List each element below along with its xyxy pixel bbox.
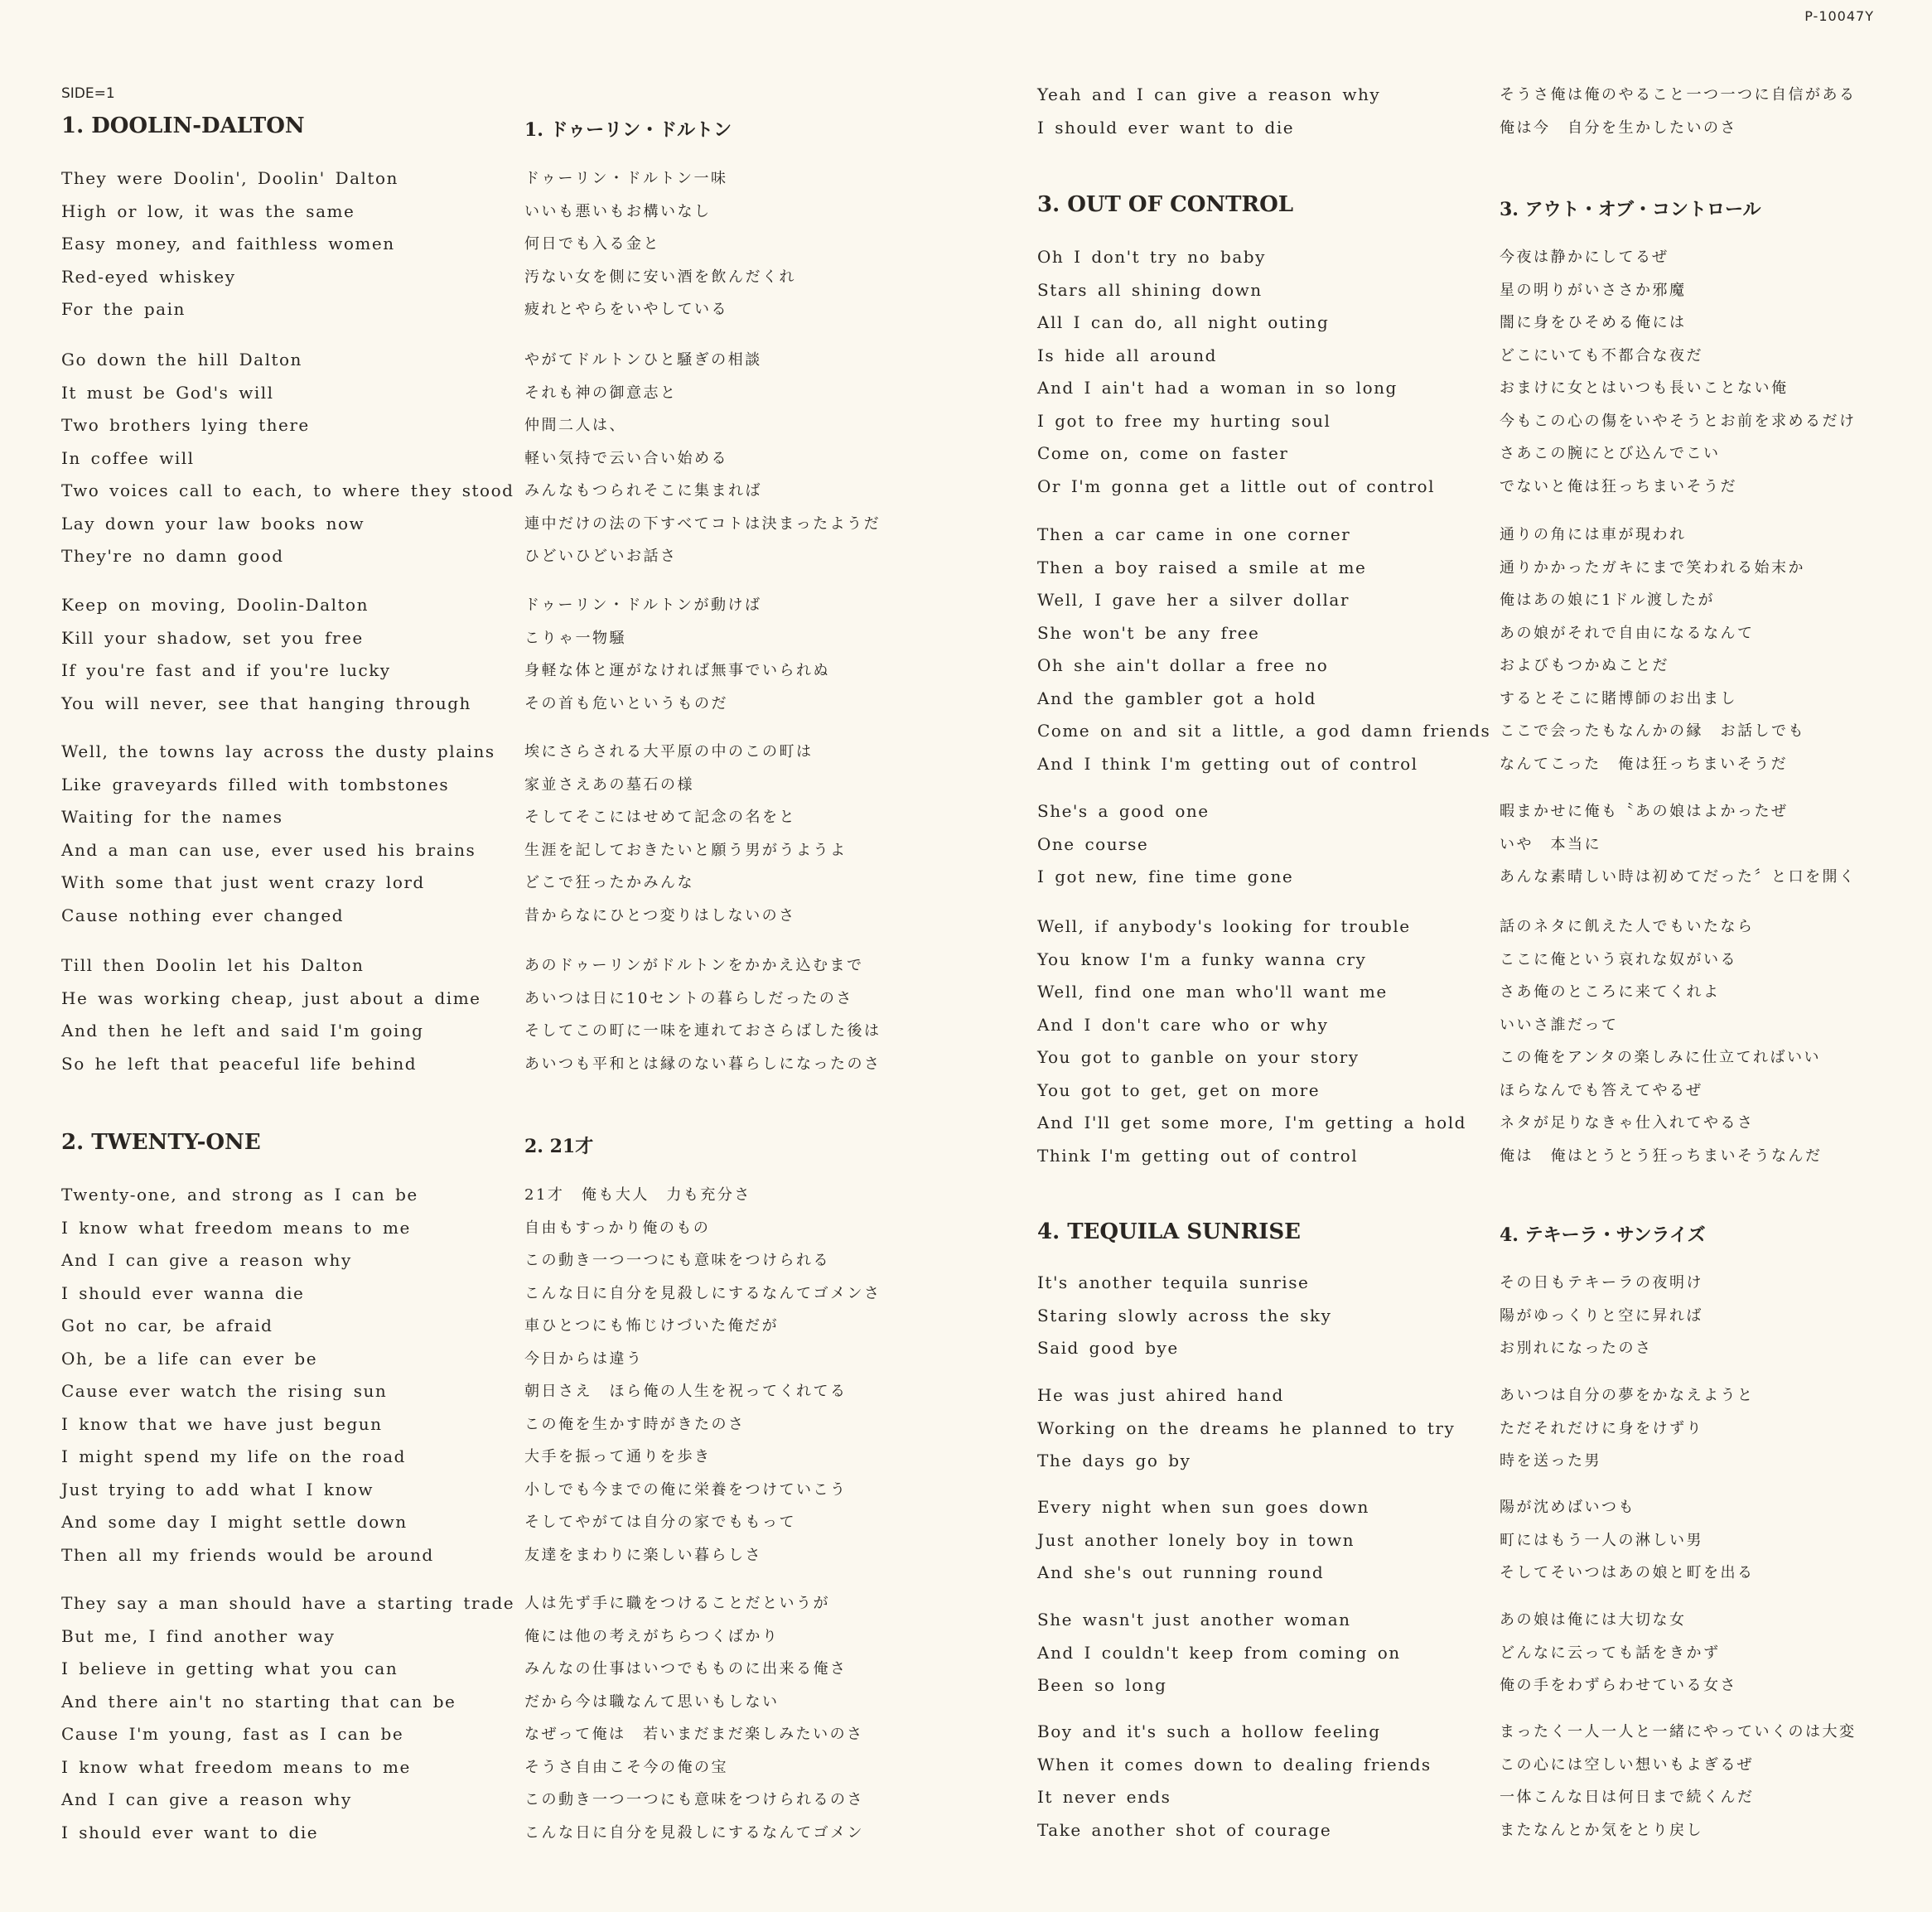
lyric-line: And I couldn't keep from coming on xyxy=(1037,1642,1401,1663)
lyric-line: こりゃ一物騒 xyxy=(524,629,626,647)
lyric-line: 連中だけの法の下すべてコトは決まったようだ xyxy=(524,514,881,533)
stanza xyxy=(1500,1716,1857,1847)
lyric-line: あの娘がそれで自由になるなんて xyxy=(1500,624,1755,642)
lyric-line: そしてやがては自分の家でももって xyxy=(524,1514,796,1531)
lyric-line: 軽い気持で云い合い始める xyxy=(524,449,728,467)
stanza xyxy=(61,344,514,573)
lyric-line: I believe in getting what you can xyxy=(61,1659,398,1678)
lyric-line: Boy and it's such a hollow feeling xyxy=(1037,1721,1381,1741)
lyric-line: For the pain xyxy=(61,299,186,319)
lyric-line: ここで会ったもなんかの縁 お話しでも xyxy=(1500,722,1805,740)
lyric-line: And I can give a reason why xyxy=(61,1789,352,1809)
lyric-line: 友達をまわりに楽しい暮らしさ xyxy=(524,1546,762,1564)
lyric-line: この動き一つ一つにも意味をつけられるのさ xyxy=(524,1791,864,1808)
lyric-line: どこにいても不都合な夜だ xyxy=(1500,346,1703,365)
lyric-line: Cause ever watch the rising sun xyxy=(61,1381,388,1401)
lyric-line: I got to free my hurting soul xyxy=(1037,410,1331,431)
lyric-line: それも神の御意志と xyxy=(524,384,678,402)
lyric-line: ドゥーリン・ドルトンが動けば xyxy=(524,596,762,614)
lyric-line: You got to get, get on more xyxy=(1037,1079,1321,1100)
lyric-line: 通りの角には車が現われ xyxy=(1500,526,1687,543)
stanza xyxy=(524,1179,881,1572)
lyric-line: 暇まかせに俺も〝あの娘はよかったぜ xyxy=(1500,803,1789,820)
lyric-line: Two voices call to each, to where they stood xyxy=(61,480,514,500)
lyric-line: Two brothers lying there xyxy=(61,415,310,435)
lyric-line: And I ain't had a woman in so long xyxy=(1037,378,1398,398)
lyric-line: こんな日に自分を見殺しにするなんてゴメンさ xyxy=(524,1284,881,1302)
stanza xyxy=(1037,1716,1432,1847)
lyric-line: 今日からは違う xyxy=(524,1350,644,1368)
lyric-line: ただそれだけに身をけずり xyxy=(1500,1419,1703,1437)
lyric-line: どこで狂ったかみんな xyxy=(524,874,694,891)
lyric-line: さあ俺のところに来てくれよ xyxy=(1500,983,1721,1001)
stanza xyxy=(61,736,495,932)
lyric-line: 自由もすっかり俺のもの xyxy=(524,1219,711,1237)
stanza xyxy=(1500,795,1857,894)
lyric-line: I know that we have just begun xyxy=(61,1413,383,1434)
lyric-line: この動き一つ一つにも意味をつけられる xyxy=(524,1252,830,1269)
lyric-line: If you're fast and if you're lucky xyxy=(61,660,391,680)
lyric-line: Oh I don't try no baby xyxy=(1037,247,1266,267)
lyric-line: Like graveyards filled with tombstones xyxy=(61,774,450,794)
lyric-line: ほらなんでも答えてやるぜ xyxy=(1500,1081,1703,1099)
lyric-line: 一体こんな日は何日まで続くんだ xyxy=(1500,1789,1755,1806)
stanza xyxy=(1500,1379,1755,1478)
lyric-line: 21才 俺も大人 力も充分さ xyxy=(524,1186,751,1204)
lyric-line: Well, if anybody's looking for trouble xyxy=(1037,916,1411,936)
lyric-line: He was just ahired hand xyxy=(1037,1385,1284,1405)
lyric-line: 埃にさらされる大平原の中のこの町は xyxy=(524,743,814,760)
lyric-line: ネタが足りなきゃ仕入れてやるさ xyxy=(1500,1114,1755,1132)
lyric-line: Come on, come on faster xyxy=(1037,443,1289,463)
lyric-line: In coffee will xyxy=(61,447,195,468)
lyric-line: そしてそいつはあの娘と町を出る xyxy=(1500,1564,1755,1581)
lyric-line: いいさ誰だって xyxy=(1500,1016,1619,1034)
lyric-line: It's another tequila sunrise xyxy=(1037,1272,1310,1292)
lyric-line: Oh, be a life can ever be xyxy=(61,1348,318,1369)
lyric-line: Go down the hill Dalton xyxy=(61,350,302,369)
lyric-line: みんなの仕事はいつでもものに出来る俺さ xyxy=(524,1660,848,1678)
lyric-line: One course xyxy=(1037,833,1149,854)
stanza xyxy=(1500,1491,1755,1590)
lyric-line: 昔からなにひとつ変りはしないのさ xyxy=(524,906,796,925)
lyric-line: そうさ俺は俺のやること一つ一つに自信がある xyxy=(1500,86,1857,104)
lyric-line: 話のネタに飢えた人でもいたなら xyxy=(1500,918,1755,935)
lyric-line: It never ends xyxy=(1037,1787,1171,1807)
stanza xyxy=(524,344,881,573)
stanza xyxy=(1037,1379,1455,1478)
lyric-line: And I can give a reason why xyxy=(61,1250,352,1270)
lyric-line: ここに俺という哀れな奴がいる xyxy=(1500,950,1737,968)
lyric-line: あいつも平和とは縁のない暮らしになったのさ xyxy=(524,1055,881,1073)
lyric-line: 身軽な体と運がなければ無事でいられぬ xyxy=(524,662,830,679)
lyric-line: They say a man should have a starting trade xyxy=(61,1593,515,1613)
lyric-line: When it comes down to dealing friends xyxy=(1037,1754,1432,1774)
lyric-line: 町にはもう一人の淋しい男 xyxy=(1500,1531,1703,1549)
lyric-line: 通りかかったガキにまで笑われる始末か xyxy=(1500,558,1805,577)
lyric-line: 闇に身をひそめる俺には xyxy=(1500,314,1687,331)
stanza xyxy=(1037,79,1380,144)
stanza xyxy=(1500,79,1857,144)
lyric-line: またなんとか気をとり戻し xyxy=(1500,1821,1703,1839)
lyric-line: その日もテキーラの夜明け xyxy=(1500,1274,1703,1292)
lyric-line: Well, find one man who'll want me xyxy=(1037,982,1388,1002)
song-title: 1. ドゥーリン・ドルトン xyxy=(524,119,732,141)
lyric-line: あいつは自分の夢をかなえようと xyxy=(1500,1387,1755,1404)
lyric-line: この心には空しい想いもよぎるぜ xyxy=(1500,1755,1754,1774)
lyric-line: I might spend my life on the road xyxy=(61,1446,406,1466)
lyric-line: She's a good one xyxy=(1037,801,1210,821)
lyric-line: They were Doolin', Doolin' Dalton xyxy=(61,168,398,188)
song-title: 3. OUT OF CONTROL xyxy=(1037,192,1294,217)
lyric-line: And I'll get some more, I'm getting a hold xyxy=(1037,1113,1466,1132)
stanza xyxy=(1037,795,1293,894)
lyric-line: Take another shot of courage xyxy=(1037,1819,1332,1840)
stanza xyxy=(524,162,796,326)
lyric-line: Waiting for the names xyxy=(61,807,283,827)
lyric-line: 大手を振って通りを歩き xyxy=(524,1448,712,1465)
lyric-line: 俺には他の考えがちらつくばかり xyxy=(524,1627,780,1645)
lyric-line: みんなもつられそこに集まれば xyxy=(524,482,762,500)
lyric-line: でないと俺は狂っちまいそうだ xyxy=(1500,477,1737,495)
lyric-line: Red-eyed whiskey xyxy=(61,266,236,287)
stanza xyxy=(61,162,398,326)
lyric-line: I got new, fine time gone xyxy=(1037,867,1294,886)
lyric-line: And some day I might settle down xyxy=(61,1512,408,1532)
lyric-line: Then a car came in one corner xyxy=(1037,524,1351,544)
stanza xyxy=(61,1179,434,1572)
lyric-line: You know I'm a funky wanna cry xyxy=(1037,949,1367,969)
lyric-line: Every night when sun goes down xyxy=(1037,1497,1369,1517)
song-title: 2. 21才 xyxy=(524,1136,594,1157)
lyric-line: 俺は今 自分を生かしたいのさ xyxy=(1500,118,1737,137)
lyric-line: この俺をアンタの楽しみに仕立てればいい xyxy=(1500,1049,1822,1066)
lyric-line: Lay down your law books now xyxy=(61,513,365,534)
lyric-line: そしてこの町に一味を連れておさらばした後は xyxy=(524,1022,881,1040)
lyric-line: この俺を生かす時がきたのさ xyxy=(524,1415,746,1433)
lyric-line: Stars all shining down xyxy=(1037,279,1263,300)
lyric-line: You will never, see that hanging through xyxy=(61,693,471,713)
lyric-line: I should ever wanna die xyxy=(61,1282,305,1303)
lyric-line: Cause I'm young, fast as I can be xyxy=(61,1724,404,1744)
lyric-line: But me, I find another way xyxy=(61,1625,336,1646)
lyric-line: あいつは日に10セントの暮らしだったのさ xyxy=(524,989,853,1007)
lyric-line: 朝日さえ ほら俺の人生を祝ってくれてる xyxy=(524,1383,848,1400)
lyric-line: Easy money, and faithless women xyxy=(61,234,395,253)
lyric-line: ドゥーリン・ドルトン一味 xyxy=(524,170,728,187)
lyric-line: さあこの腕にとび込んでこい xyxy=(1500,445,1721,462)
lyric-line: 今夜は静かにしてるぜ xyxy=(1500,249,1669,266)
lyric-line: Said good bye xyxy=(1037,1338,1179,1358)
lyric-line: Then a boy raised a smile at me xyxy=(1037,557,1367,577)
lyric-line: 汚ない女を側に安い酒を飲んだくれ xyxy=(524,268,796,286)
lyric-line: ひどいひどいお話さ xyxy=(524,548,678,565)
lyric-line: High or low, it was the same xyxy=(61,200,355,221)
lyric-line: Till then Doolin let his Dalton xyxy=(61,955,365,975)
stanza xyxy=(1500,519,1805,780)
lyric-line: And the gambler got a hold xyxy=(1037,688,1316,708)
lyric-line: どんなに云っても話をきかず xyxy=(1500,1644,1721,1662)
lyric-line: Is hide all around xyxy=(1037,345,1217,365)
lyric-line: 小しでも今までの俺に栄養をつけていこう xyxy=(524,1480,848,1499)
catalog-number: P-10047Y xyxy=(1804,8,1874,24)
lyric-line: あの娘は俺には大切な女 xyxy=(1500,1611,1687,1629)
stanza xyxy=(1500,1267,1703,1365)
stanza xyxy=(1500,1604,1737,1702)
song-title: 3. アウト・オブ・コントロール xyxy=(1500,199,1761,220)
lyric-line: だから今は職なんて思いもしない xyxy=(524,1692,780,1711)
lyric-line: その首も危いというものだ xyxy=(524,694,728,712)
stanza xyxy=(1037,1604,1401,1702)
lyric-line: And she's out running round xyxy=(1037,1562,1325,1582)
lyric-line: She wasn't just another woman xyxy=(1037,1610,1351,1630)
lyric-line: And I think I'm getting out of control xyxy=(1037,753,1418,774)
lyric-line: And a man can use, ever used his brains xyxy=(61,839,476,860)
lyric-line: 俺はあの娘に1ドル渡したが xyxy=(1500,591,1715,609)
lyric-line: Come on and sit a little, a god damn friends xyxy=(1037,721,1491,741)
lyric-line: Twenty-one, and strong as I can be xyxy=(61,1185,418,1205)
lyric-line: Been so long xyxy=(1037,1675,1167,1695)
lyric-line: するとそこに賭博師のお出まし xyxy=(1500,689,1737,707)
lyric-line: 陽が沈めばいつも xyxy=(1500,1499,1635,1516)
lyric-line: 何日でも入る金と xyxy=(524,235,660,253)
lyric-line: Staring slowly across the sky xyxy=(1037,1305,1332,1325)
lyric-line: なぜって俺は 若いまだまだ楽しみたいのさ xyxy=(524,1726,864,1743)
song-title: 4. テキーラ・サンライズ xyxy=(1500,1224,1706,1246)
lyric-line: Kill your shadow, set you free xyxy=(61,627,364,648)
lyric-line: やがてドルトンひと騒ぎの相談 xyxy=(524,351,762,369)
lyric-line: And there ain't no starting that can be xyxy=(61,1691,456,1712)
song-title: 2. TWENTY-ONE xyxy=(61,1130,261,1155)
lyric-line: Well, I gave her a silver dollar xyxy=(1037,590,1350,610)
lyric-line: Then all my friends would be around xyxy=(61,1544,434,1565)
lyric-line: 時を送った男 xyxy=(1500,1452,1601,1470)
lyric-line: Think I'm getting out of control xyxy=(1037,1145,1359,1166)
lyric-line: あのドゥーリンがドルトンをかかえ込むまで xyxy=(524,957,864,974)
song-title: 1. DOOLIN-DALTON xyxy=(61,113,305,138)
lyric-line: Working on the dreams he planned to try xyxy=(1037,1417,1456,1438)
lyric-line: I should ever want to die xyxy=(61,1822,319,1842)
stanza xyxy=(61,1587,514,1849)
stanza xyxy=(1037,910,1466,1172)
lyric-line: The days go by xyxy=(1037,1451,1191,1470)
lyric-line: They're no damn good xyxy=(61,546,284,566)
lyric-line: Just trying to add what I know xyxy=(61,1479,374,1499)
lyric-line: おまけに女とはいつも長いことない俺 xyxy=(1500,379,1789,397)
lyric-line: 疲れとやらをいやしている xyxy=(524,301,728,318)
lyric-line: 俺は 俺はとうとう狂っちまいそうなんだ xyxy=(1500,1147,1823,1165)
lyric-line: なんてこった 俺は狂っちまいそうだ xyxy=(1500,755,1789,773)
stanza xyxy=(1037,1491,1369,1590)
stanza xyxy=(524,949,881,1080)
lyric-line: I know what freedom means to me xyxy=(61,1217,411,1238)
lyric-line: Yeah and I can give a reason why xyxy=(1037,84,1381,104)
lyric-line: いや 本当に xyxy=(1500,835,1601,853)
stanza xyxy=(1500,241,1857,503)
lyric-line: And then he left and said I'm going xyxy=(61,1021,424,1040)
lyric-line: いいも悪いもお構いなし xyxy=(524,202,712,220)
lyric-line: およびもつかぬことだ xyxy=(1500,657,1669,674)
stanza xyxy=(61,589,471,720)
lyric-line: 俺の手をわずらわせている女さ xyxy=(1500,1677,1737,1694)
side-label: SIDE=1 xyxy=(61,85,115,102)
lyric-line: そしてそこにはせめて記念の名をと xyxy=(524,809,796,826)
stanza xyxy=(61,949,481,1080)
lyric-line: Just another lonely boy in town xyxy=(1037,1529,1355,1550)
lyric-line: 仲間二人は、 xyxy=(524,417,626,434)
lyric-line: 生涯を記しておきたいと願う男がうようよ xyxy=(524,841,848,859)
lyric-line: 今もこの心の傷をいやそうとお前を求めるだけ xyxy=(1500,412,1857,430)
lyric-line: Got no car, be afraid xyxy=(61,1316,273,1335)
lyric-line: And I don't care who or why xyxy=(1037,1014,1329,1035)
song-title: 4. TEQUILA SUNRISE xyxy=(1037,1219,1301,1244)
lyric-line: All I can do, all night outing xyxy=(1037,312,1330,332)
lyric-line: She won't be any free xyxy=(1037,622,1260,643)
stanza xyxy=(1037,519,1490,780)
lyric-line: こんな日に自分を見殺しにするなんてゴメン xyxy=(524,1823,864,1842)
lyric-line: 人は先ず手に職をつけることだというが xyxy=(524,1595,830,1612)
lyric-line: 家並さえあの墓石の様 xyxy=(524,775,694,794)
lyric-line: With some that just went crazy lord xyxy=(61,872,425,892)
lyric-line: 陽がゆっくりと空に昇れば xyxy=(1500,1306,1703,1325)
lyric-line: You got to ganble on your story xyxy=(1037,1047,1360,1067)
lyric-line: I know what freedom means to me xyxy=(61,1756,411,1777)
lyric-line: あんな素晴しい時は初めてだった〞と口を開く xyxy=(1500,868,1857,886)
lyric-line: Keep on moving, Doolin-Dalton xyxy=(61,595,369,615)
stanza xyxy=(524,1587,864,1849)
lyric-line: 星の明りがいささか邪魔 xyxy=(1500,281,1687,299)
lyric-line: He was working cheap, just about a dime xyxy=(61,987,481,1008)
stanza xyxy=(1037,241,1435,503)
stanza xyxy=(524,589,830,720)
stanza xyxy=(524,736,848,932)
lyric-line: I should ever want to die xyxy=(1037,117,1295,138)
lyric-line: まったく一人一人と一緒にやっていくのは大変 xyxy=(1500,1723,1857,1741)
lyric-line: Cause nothing ever changed xyxy=(61,905,345,925)
lyric-line: お別れになったのさ xyxy=(1500,1340,1653,1357)
lyric-line: Or I'm gonna get a little out of control xyxy=(1037,476,1435,496)
stanza xyxy=(1500,910,1823,1172)
lyric-line: Well, the towns lay across the dusty plains xyxy=(61,741,495,761)
lyric-line: It must be God's will xyxy=(61,382,274,403)
stanza xyxy=(1037,1267,1331,1365)
lyric-line: 車ひとつにも怖じけづいた俺だが xyxy=(524,1317,780,1335)
lyric-line: Oh she ain't dollar a free no xyxy=(1037,655,1329,675)
lyric-line: So he left that peaceful life behind xyxy=(61,1053,418,1074)
lyric-line: そうさ自由こそ今の俺の宝 xyxy=(524,1758,728,1776)
